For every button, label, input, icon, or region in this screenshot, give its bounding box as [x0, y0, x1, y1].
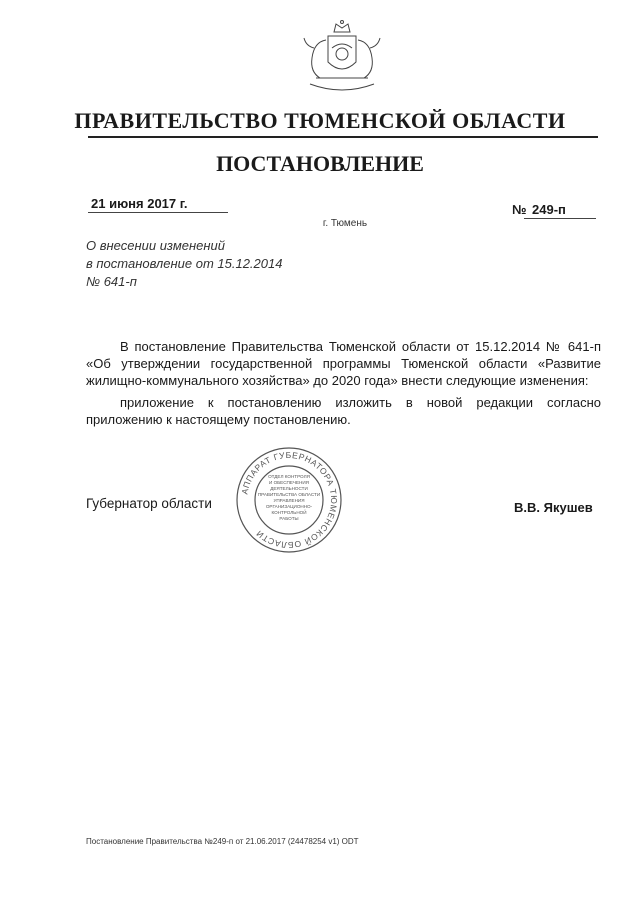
stamp-inner-line: ДЕЯТЕЛЬНОСТИ	[270, 486, 308, 491]
document-number: 249-п	[532, 202, 566, 217]
signer-position: Губернатор области	[86, 496, 212, 511]
stamp-ring-text: АППАРАТ ГУБЕРНАТОРА ТЮМЕНСКОЙ ОБЛАСТИ	[239, 449, 340, 551]
signer-name: В.В. Якушев	[514, 500, 593, 515]
document-body	[86, 338, 601, 433]
date-underline	[88, 212, 228, 213]
body-paragraph: приложение к постановлению изложить в новой редакции согласно приложению к настоящему постановлению.	[86, 395, 601, 427]
coat-of-arms-icon	[296, 18, 388, 98]
document-footer: Постановление Правительства №249-п от 21.06.2017 (24478254 v1) ODT	[86, 837, 359, 846]
stamp-inner-line: КОНТРОЛЬНОЙ	[271, 510, 307, 515]
subject-line: в постановление от 15.12.2014	[86, 256, 283, 271]
body-paragraph: В постановление Правительства Тюменской области от 15.12.2014 № 641-п «Об утверждении государственной программы Тюменской области «Развитие жилищно-коммунального хозяйства» до 2020 года» внести следующие изменения:	[86, 339, 601, 388]
stamp-inner-line: ОРГАНИЗАЦИОННО-	[265, 504, 313, 509]
document-city: г. Тюмень	[322, 218, 368, 229]
stamp-inner-line: РАБОТЫ	[279, 516, 299, 521]
stamp-inner-line: ПРАВИТЕЛЬСТВА ОБЛАСТИ	[257, 492, 321, 497]
stamp-inner-line: И ОБЕСПЕЧЕНИЯ	[269, 480, 309, 485]
stamp-inner-line: ОТДЕЛ КОНТРОЛЯ	[268, 474, 310, 479]
official-stamp	[234, 445, 344, 555]
document-type: ПОСТАНОВЛЕНИЕ	[216, 151, 424, 176]
subject-line: О внесении изменений	[86, 238, 225, 253]
document-date: 21 июня 2017 г.	[91, 196, 188, 211]
header-divider	[88, 136, 598, 138]
stamp-inner-line: УПРАВЛЕНИЯ	[273, 498, 305, 503]
document-subject	[86, 237, 282, 291]
organization-title: ПРАВИТЕЛЬСТВО ТЮМЕНСКОЙ ОБЛАСТИ	[74, 108, 566, 133]
subject-line: № 641-п	[86, 274, 137, 289]
number-sign: №	[512, 202, 527, 217]
